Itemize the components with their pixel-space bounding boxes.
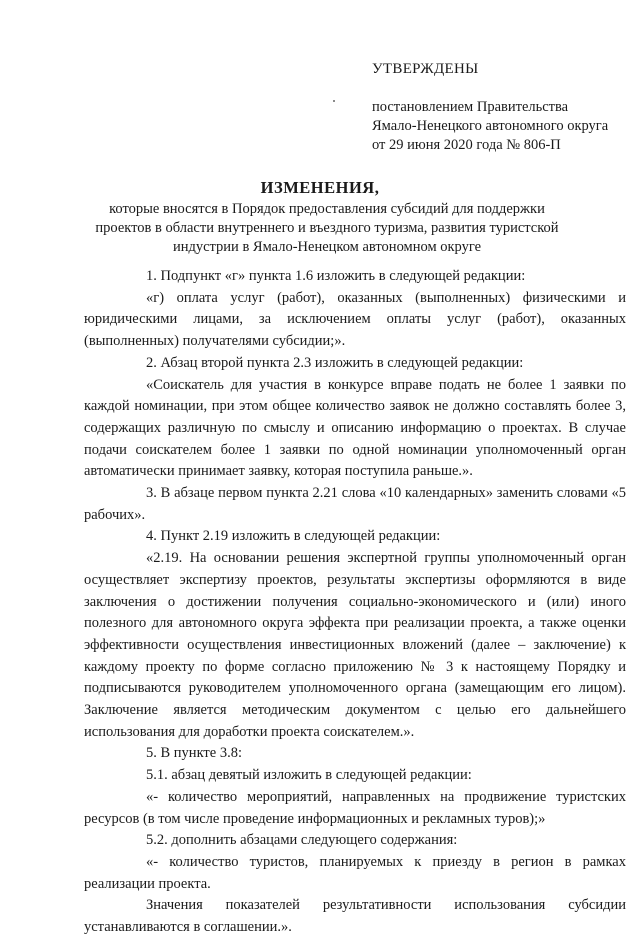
paragraph: 3. В абзаце первом пункта 2.21 слова «10 календарных» заменить словами «5 рабочих». [84,485,626,523]
paragraph: 5.2. дополнить абзацами следующего содержания: [146,832,458,849]
paragraph: 4. Пункт 2.19 изложить в следующей редакции: [146,528,441,545]
approval-block [372,58,632,155]
paragraph: 1. Подпункт «г» пункта 1.6 изложить в следующей редакции: [146,268,526,284]
document-title: ИЗМЕНЕНИЯ, [260,178,380,197]
paragraph: «- количество мероприятий, направленных на продвижение туристских ресурсов (в том числе проведение информационных и рекламных туров);» [84,788,626,827]
paragraph: 2. Абзац второй пункта 2.3 изложить в следующей редакции: [146,354,524,371]
approval-line-3: от 29 июня 2020 года № 806-П [372,137,561,153]
scan-speck [333,100,335,102]
paragraph: «Соискатель для участия в конкурсе вправе подать не более 1 заявки по каждой номинации, при этом общее количество заявок не должно составлять более 3, содержащих различную по смыслу и описанию информацию о проектах. В случае подачи соискателем более 1 заявки по одной номинации уполномоченный орган автоматически принимает заявку, которая поступила раньше.». [84,376,626,480]
document-subtitle: которые вносятся в Порядок предоставления субсидий для поддержки проектов в области внутреннего и въездного туризма, развития туристской индустрии в Ямало-Ненецком автономном округе [95,201,559,255]
paragraph: «- количество туристов, планируемых к приезду в регион в рамках реализации проекта. [84,853,626,892]
approval-line-2: Ямало-Ненецкого автономного округа [372,118,609,134]
document-body [84,266,626,939]
paragraph: 5. В пункте 3.8: [146,745,242,762]
approval-heading: УТВЕРЖДЕНЫ [372,61,479,77]
paragraph: «2.19. На основании решения экспертной группы уполномоченный орган осуществляет экспертизу проектов, результаты экспертизы оформляются в виде заключения о достижении получения социально-экономического и (или) иного полезного для автономного округа эффекта при реализации проекта, а также оценки эффективности осуществления инвестиционных вложений (далее – заключение) к каждому проекту по форме согласно приложению № 3 к настоящему Порядку и подписываются руководителем уполномоченного органа (замещающим его лицом). Заключение является методическим документом с целью его дальнейшего использования для доработки проекта соискателем.». [84,550,626,740]
paragraph: 5.1. абзац девятый изложить в следующей редакции: [146,767,472,784]
paragraph: Значения показателей результативности использования субсидии устанавливаются в соглашении.». [84,897,626,936]
approval-line-1: постановлением Правительства [372,99,569,115]
paragraph: «г) оплата услуг (работ), оказанных (выполненных) физическими и юридическими лицами, за исключением оплаты услуг (работ), оказанных (выполненных) получателями субсидии;». [84,289,626,350]
